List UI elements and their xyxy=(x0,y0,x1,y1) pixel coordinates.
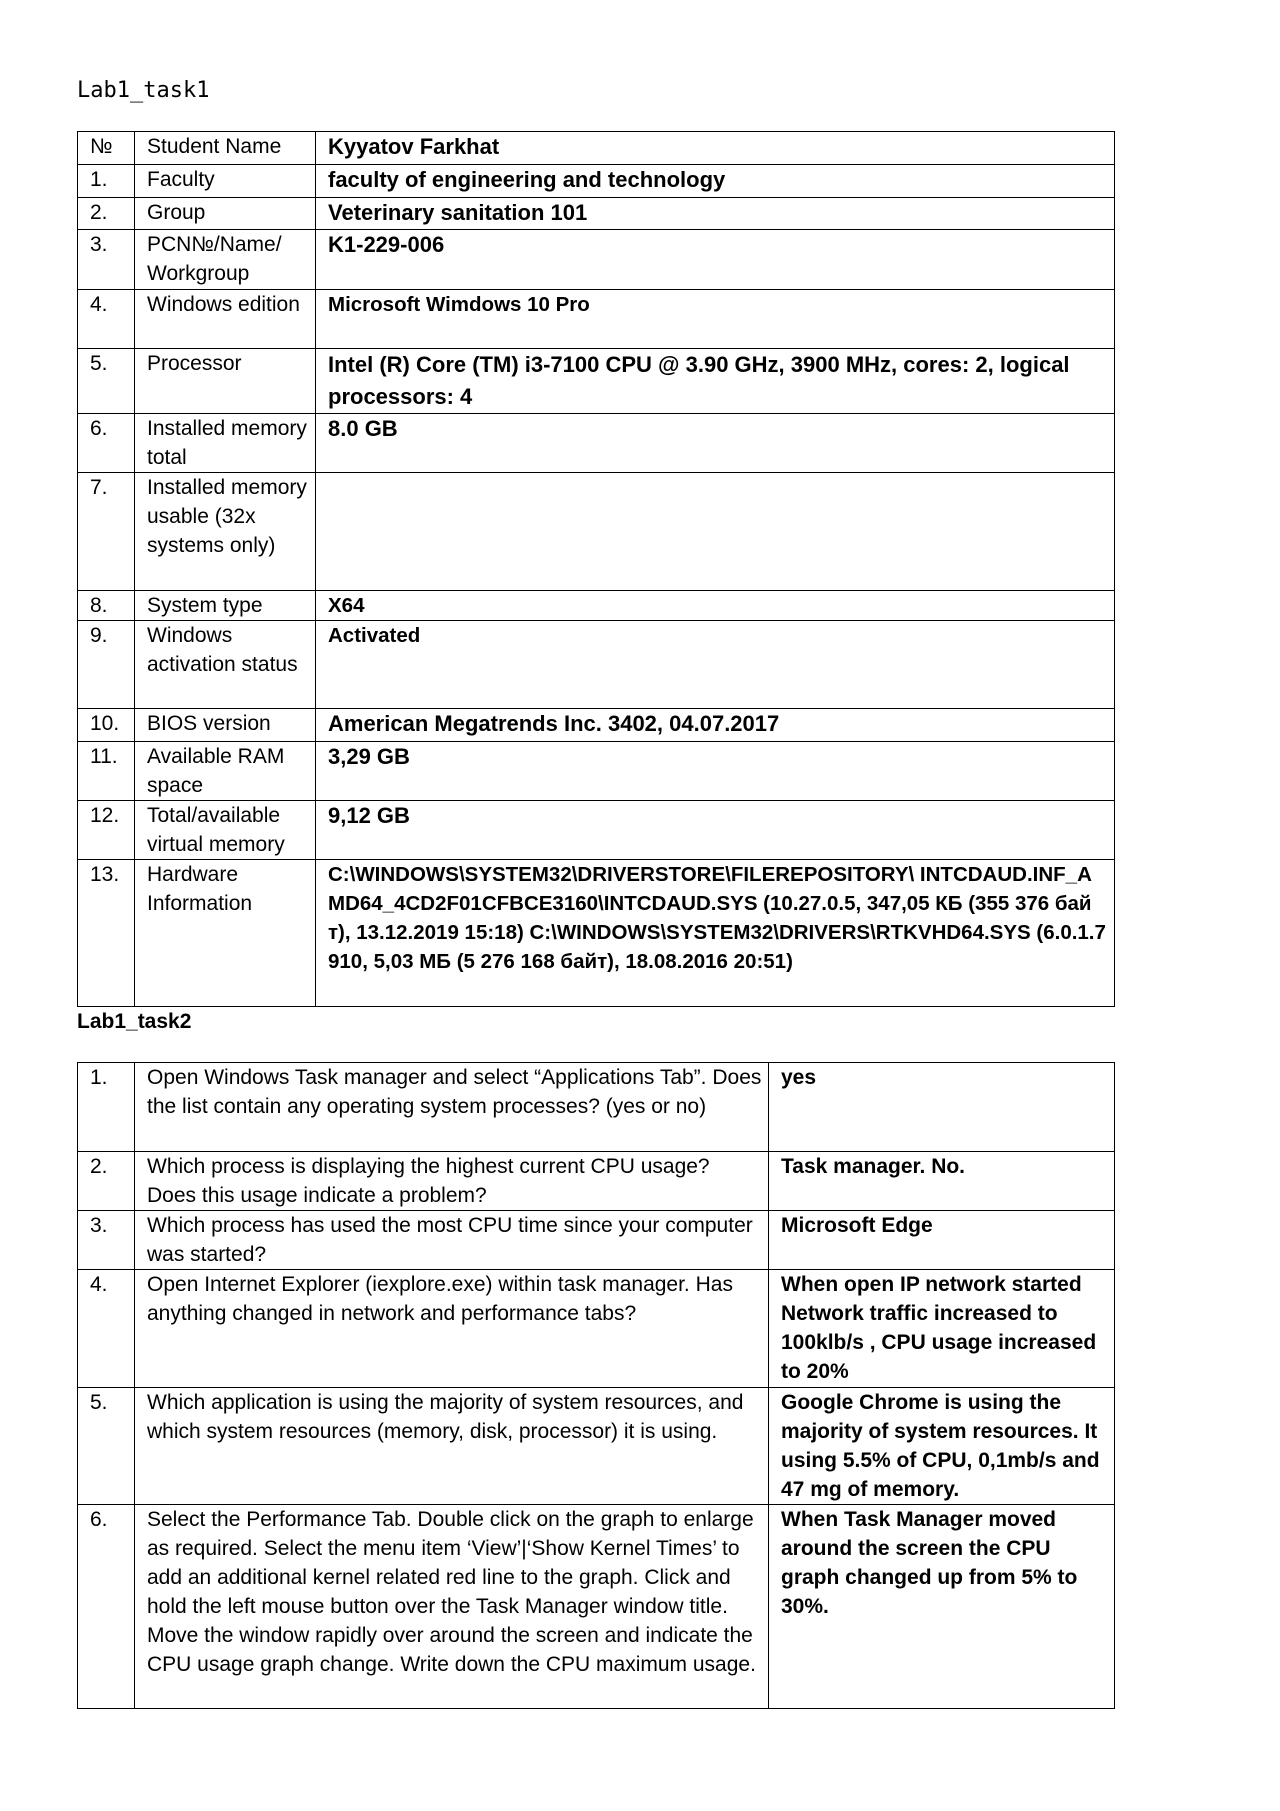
table-cell-label: System type xyxy=(135,591,316,621)
table-row xyxy=(78,1388,1115,1505)
answer-cell: When open IP network started Network traffic increased to 100klb/s , CPU usage increased to 20% xyxy=(769,1270,1115,1388)
answer-cell: yes xyxy=(769,1063,1115,1152)
question-cell: Which process is displaying the highest current CPU usage? Does this usage indicate a problem? xyxy=(135,1152,769,1211)
answer-cell: Task manager. No. xyxy=(769,1152,1115,1211)
table-cell-value: faculty of engineering and technology xyxy=(316,165,1115,198)
table-row xyxy=(78,1270,1115,1388)
task-manager-questions-table xyxy=(77,1062,1115,1709)
table-row xyxy=(78,414,1115,473)
table-row xyxy=(78,230,1115,290)
table-cell-num: 1. xyxy=(78,165,135,198)
table-row xyxy=(78,591,1115,621)
task2-title: Lab1_task2 xyxy=(77,1010,192,1033)
table-cell-value: 8.0 GB xyxy=(316,414,1115,473)
table-cell-num: 8. xyxy=(78,591,135,621)
question-cell: Which application is using the majority of system resources, and which system resources (memory, disk, processor) it is using. xyxy=(135,1388,769,1505)
table-row xyxy=(78,742,1115,801)
table-row xyxy=(78,1505,1115,1709)
table-cell-label: Available RAM space xyxy=(135,742,316,801)
table-row xyxy=(78,1063,1115,1152)
table-cell-value: 9,12 GB xyxy=(316,801,1115,860)
answer-cell: Microsoft Edge xyxy=(769,1211,1115,1270)
table-cell-num: 1. xyxy=(78,1063,135,1152)
table-cell-num: 9. xyxy=(78,621,135,709)
table-cell-label: Installed memory total xyxy=(135,414,316,473)
table-cell-num: 5. xyxy=(78,1388,135,1505)
answer-cell: Google Chrome is using the majority of system resources. It using 5.5% of CPU, 0,1mb/s and 47 mg of memory. xyxy=(769,1388,1115,1505)
table-cell-label: Installed memory usable (32x systems only) xyxy=(135,473,316,591)
table-cell-num: 3. xyxy=(78,1211,135,1270)
table-cell-num: № xyxy=(78,132,135,165)
table-cell-num: 3. xyxy=(78,230,135,290)
table-cell-label: PCN№/Name/ Workgroup xyxy=(135,230,316,290)
question-cell: Which process has used the most CPU time since your computer was started? xyxy=(135,1211,769,1270)
table-cell-num: 5. xyxy=(78,349,135,414)
question-cell: Open Windows Task manager and select “Applications Tab”. Does the list contain any operating system processes? (yes or no) xyxy=(135,1063,769,1152)
table-cell-label: Student Name xyxy=(135,132,316,165)
table-row xyxy=(78,473,1115,591)
table-cell-num: 2. xyxy=(78,198,135,230)
table-cell-num: 13. xyxy=(78,860,135,1007)
table-cell-value: X64 xyxy=(316,591,1115,621)
table-cell-value: Microsoft Wimdows 10 Pro xyxy=(316,290,1115,349)
student-name-value: Kyyatov Farkhat xyxy=(316,132,1115,165)
table-cell-value: Intel (R) Core (TM) i3-7100 CPU @ 3.90 GHz, 3900 MHz, cores: 2, logical processors: 4 xyxy=(316,349,1115,414)
table-cell-value: C:\WINDOWS\SYSTEM32\DRIVERSTORE\FILEREPOSITORY\ INTCDAUD.INF_AMD64_4CD2F01CFBCE3160\INTCDAUD.SYS (10.27.0.5, 347,05 КБ (355 376 байт), 13.12.2019 15:18) C:\WINDOWS\SYSTEM32\DRIVERS\RTKVHD64.SYS (6.0.1.7910, 5,03 МБ (5 276 168 байт), 18.08.2016 20:51) xyxy=(316,860,1115,1007)
table-row xyxy=(78,1152,1115,1211)
table-cell-num: 4. xyxy=(78,1270,135,1388)
table-row xyxy=(78,801,1115,860)
table-cell-label: Total/available virtual memory xyxy=(135,801,316,860)
question-cell: Open Internet Explorer (iexplore.exe) within task manager. Has anything changed in network and performance tabs? xyxy=(135,1270,769,1388)
table-row xyxy=(78,198,1115,230)
question-cell: Select the Performance Tab. Double click on the graph to enlarge as required. Select the menu item ‘View’|‘Show Kernel Times’ to add an additional kernel related red line to the graph. Click and hold the left mouse button over the Task Manager window title. Move the window rapidly over around the screen and indicate the CPU usage graph change. Write down the CPU maximum usage. xyxy=(135,1505,769,1709)
table-cell-num: 2. xyxy=(78,1152,135,1211)
table-cell-num: 6. xyxy=(78,414,135,473)
table-row xyxy=(78,860,1115,1007)
table-header-row xyxy=(78,132,1115,165)
table-cell-num: 4. xyxy=(78,290,135,349)
table-row xyxy=(78,290,1115,349)
table-cell-value: Activated xyxy=(316,621,1115,709)
table-cell-value: Veterinary sanitation 101 xyxy=(316,198,1115,230)
table-row xyxy=(78,165,1115,198)
table-cell-num: 7. xyxy=(78,473,135,591)
table-cell-label: BIOS version xyxy=(135,709,316,742)
table-cell-label: Windows activation status xyxy=(135,621,316,709)
table-cell-value: American Megatrends Inc. 3402, 04.07.2017 xyxy=(316,709,1115,742)
task1-title: Lab1_task1 xyxy=(77,78,210,103)
table-cell-value: K1-229-006 xyxy=(316,230,1115,290)
table-cell-value xyxy=(316,473,1115,591)
answer-cell: When Task Manager moved around the screen the CPU graph changed up from 5% to 30%. xyxy=(769,1505,1115,1709)
table-cell-num: 11. xyxy=(78,742,135,801)
table-cell-num: 10. xyxy=(78,709,135,742)
table-cell-label: Faculty xyxy=(135,165,316,198)
table-cell-label: Hardware Information xyxy=(135,860,316,1007)
table-row xyxy=(78,709,1115,742)
table-cell-label: Group xyxy=(135,198,316,230)
system-info-table xyxy=(77,131,1115,1007)
table-row xyxy=(78,621,1115,709)
table-cell-num: 12. xyxy=(78,801,135,860)
table-cell-label: Windows edition xyxy=(135,290,316,349)
table-row xyxy=(78,349,1115,414)
table-row xyxy=(78,1211,1115,1270)
table-cell-num: 6. xyxy=(78,1505,135,1709)
table-cell-value: 3,29 GB xyxy=(316,742,1115,801)
table-cell-label: Processor xyxy=(135,349,316,414)
